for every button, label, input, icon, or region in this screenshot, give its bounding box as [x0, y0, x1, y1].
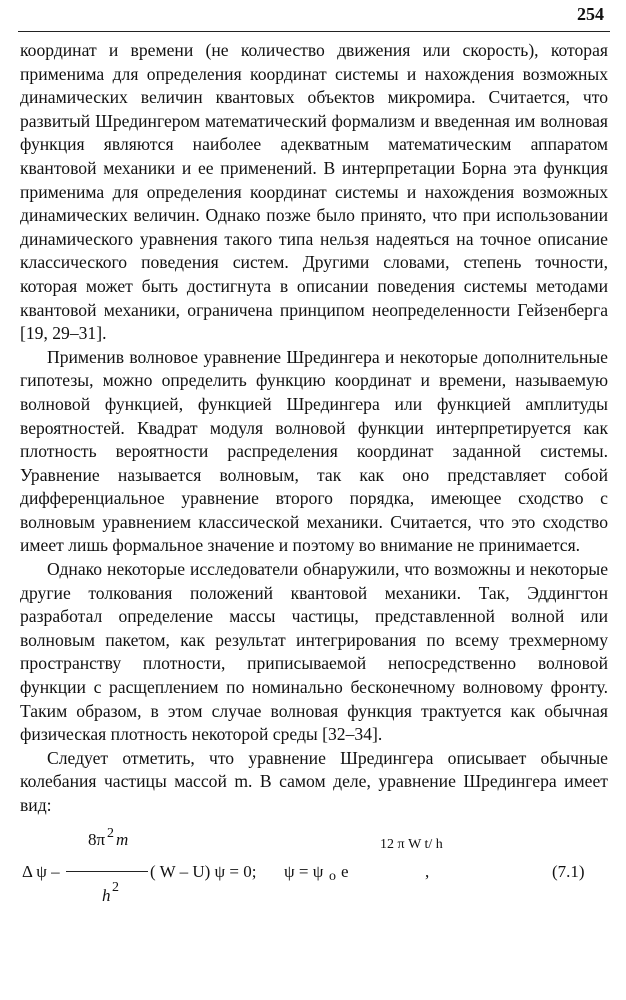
- equation-rhs-2: ψ = ψ: [284, 862, 324, 881]
- paragraph-1: координат и времени (не количество движения или скорость), которая применима для определения координат системы и нахождения возможных динамических величин квантовых объектов микромира. Считается, что развитый Шредингером математический формализм и введенная им волновая функция являются наиболее адекватным математическим аппаратом квантовой механики и ее применений. В интерпретации Борна эта функция применима для определения координат системы и нахождения возможных динамических величин. Однако позже было принято, что при использовании динамического уравнения такого типа нельзя надеяться на точное описание классического поведения систем. Другими словами, степень точности, которая может быть достигнута в описании поведения системы методами квантовой механики, ограничена принципом неопределенности Гейзенберга [19, 29–31].: [20, 40, 608, 344]
- paragraph-2: Применив волновое уравнение Шредингера и некоторые дополнительные гипотезы, можно определить функцию координат и времени, называемую волновой функцией, функцией Шредингера или функцией амплитуды вероятностей. Квадрат модуля волновой функции интерпретируется как плотность вероятности распределения координат заданной системы. Уравнение называется волновым, так как оно представляет собой дифференциальное уравнение второго порядка, имеющее сходство с волновым уравнением классической механики. Считается, что это сходство имеет лишь формальное значение и поэтому во внимание не принимается.: [20, 346, 608, 556]
- fraction-line: [66, 871, 148, 872]
- exponential-e: e: [341, 862, 349, 881]
- numerator-m: m: [116, 830, 129, 849]
- denominator-h: h: [102, 886, 111, 905]
- paragraph-3: Однако некоторые исследователи обнаружили, что возможны и некоторые другие толкования положений квантовой механики. Так, Эддингтон разработал определение массы частицы, представленной волной или волновым пакетом, как результат интегрирования по всему трехмерному пространству плотности, приписываемой непосредственно волновой функции с расщеплением по номинально бесконечному волновому фронту. Таким образом, в этом случае волновая функция трактуется как обычная физическая плотность некоторой среды [32–34].: [20, 559, 608, 745]
- exponent-text: 12 π W t/ h: [380, 837, 443, 852]
- equation-lhs: Δ ψ –: [22, 862, 60, 881]
- psi-subscript: o: [329, 869, 336, 884]
- equation-comma: ,: [425, 862, 430, 881]
- equation-rhs-1: ( W – U) ψ = 0;: [150, 862, 257, 881]
- numerator-8pi: 8π: [88, 830, 106, 849]
- equation-number: (7.1): [552, 862, 585, 881]
- numerator-exponent: 2: [107, 826, 114, 841]
- denominator-exponent: 2: [112, 880, 119, 895]
- page-number: 254: [577, 4, 604, 24]
- paragraph-4: Следует отметить, что уравнение Шредингера описывает обычные колебания частицы массой m. В самом деле, уравнение Шредингера имеет вид:: [20, 747, 608, 815]
